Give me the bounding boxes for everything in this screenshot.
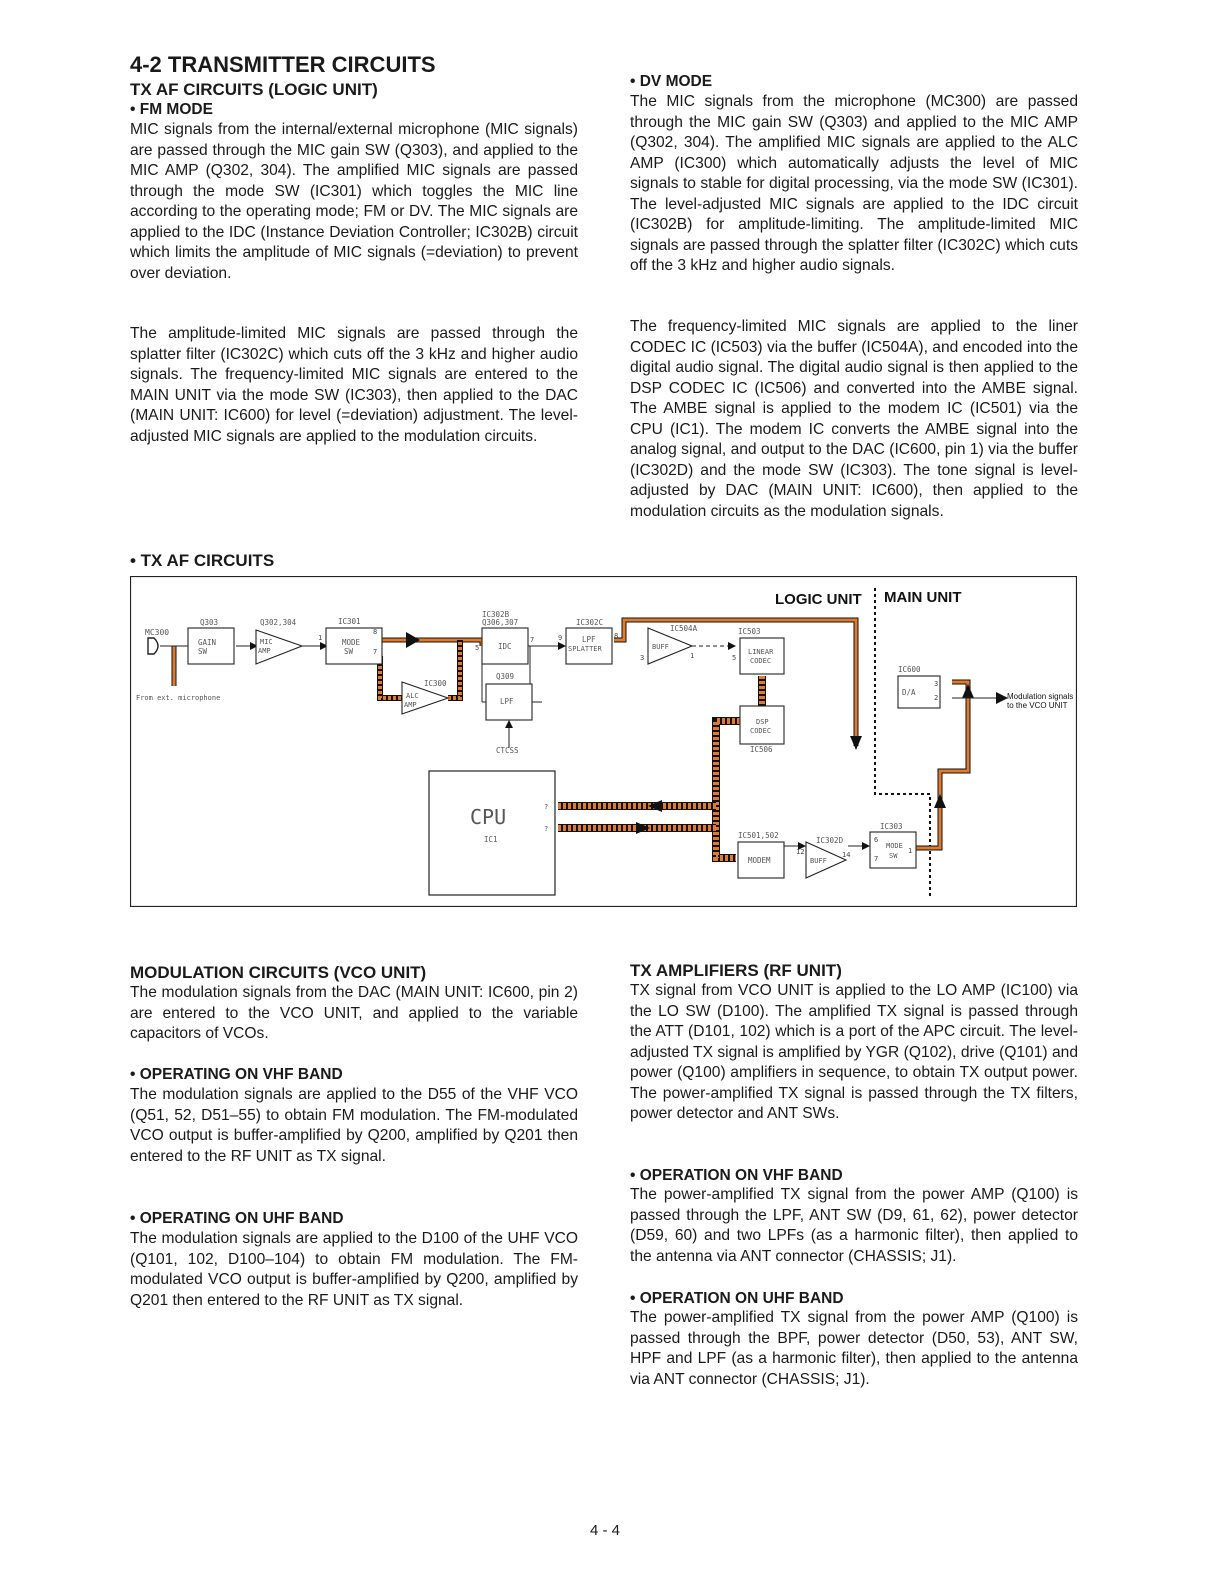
ic302b-label: IC302B	[482, 610, 510, 619]
pin-label: 3	[640, 654, 645, 662]
da-label: D/A	[902, 688, 916, 697]
alc-label: ALC	[406, 692, 419, 700]
dv-mode-heading: • DV MODE	[630, 73, 713, 90]
pin-label: 12	[796, 848, 805, 856]
pin-label: 2	[934, 694, 939, 702]
fm-mode-paragraph-2: The amplitude-limited MIC signals are passed through the splatter filter (IC302C) which cuts off the 3 kHz and higher audio signals. The frequency-limited MIC signals are entered to the MAIN UNIT via the mode SW (IC303), then applied to the DAC (MAIN UNIT: IC600) for level (=deviation) adjustment. The level-adjusted MIC signals are applied to the modulation circuits.	[130, 325, 578, 445]
diagram-heading: • TX AF CIRCUITS	[130, 551, 275, 570]
pin-label: 6	[874, 836, 879, 844]
pin-label: 1	[908, 847, 913, 855]
pin-label: 5	[732, 654, 737, 662]
pin-label: 9	[558, 634, 563, 642]
tx-amp-title: TX AMPLIFIERS (RF UNIT)	[630, 961, 842, 980]
pin-label: ?	[544, 803, 549, 811]
operation-vhf-paragraph: The power-amplified TX signal from the power AMP (Q100) is passed through the LPF, ANT SW (D9, 61, 62), power detector (D59, 60) and two LPFs (as a harmonic filter), then applied to the antenna via ANT connector (CHASSIS; J1).	[630, 1186, 1078, 1265]
operation-uhf-heading: • OPERATION ON UHF BAND	[630, 1290, 844, 1307]
operation-vhf-heading: • OPERATION ON VHF BAND	[630, 1167, 843, 1184]
cpu-label: CPU	[470, 805, 507, 829]
pin-label: 7	[373, 648, 378, 656]
linear-label: LINEAR	[748, 648, 774, 656]
ic600-label: IC600	[898, 665, 921, 674]
buff-label: BUFF	[652, 643, 669, 651]
operating-uhf-paragraph: The modulation signals are applied to the D100 of the UHF VCO (Q101, 102, D100–104) to obtain FM modulation. The FM-modulated VCO output is buffer-amplified by Q200, amplified by Q201 then entered to the RF UNIT as TX signal.	[130, 1230, 578, 1309]
ic302c-label: IC302C	[576, 618, 604, 627]
ctcss-label: CTCSS	[496, 746, 519, 755]
gain-label: GAIN	[198, 638, 217, 647]
pin-label: 14	[842, 851, 851, 859]
gain-sw-label: SW	[198, 647, 208, 656]
operating-vhf-heading: • OPERATING ON VHF BAND	[130, 1066, 343, 1083]
dv-mode-paragraph-2: The frequency-limited MIC signals are applied to the liner CODEC IC (IC503) via the buffer (IC504A), and encoded into the digital audio signal. The digital audio signal is then applied to the DSP CODEC IC (IC506) and converted into the AMBE signal. The AMBE signal is applied to the modem IC (IC501) via the CPU (IC1). The modem IC converts the AMBE signal into the analog signal, and output to the DAC (IC600, pin 1) via the buffer (IC302D) and the mode SW (IC303). The tone signal is level-adjusted by DAC (MAIN UNIT: IC600), then applied to the modulation circuits as the modulation signals.	[630, 318, 1078, 520]
linear-codec-label: CODEC	[750, 657, 772, 665]
pin-label: 1	[318, 634, 323, 642]
logic-unit-label: LOGIC UNIT	[775, 591, 862, 608]
page-number: 4 - 4	[589, 1522, 620, 1539]
ic501-label: IC501,502	[738, 831, 779, 840]
cpu-block	[429, 771, 555, 895]
ic303-label: IC303	[880, 822, 903, 831]
fm-mode-paragraph-1: MIC signals from the internal/external microphone (MIC signals) are passed through the MIC gain SW (Q303), and applied to the MIC AMP (Q302, 304). The amplified MIC signals are passed through the mode SW (IC301) which toggles the MIC line according to the operating mode; FM or DV. The MIC signals are applied to the IDC (Instance Deviation Controller; IC302B) circuit which limits the amplitude of MIC signals (=deviation) to prevent over deviation.	[130, 121, 578, 282]
q303-label: Q303	[200, 618, 219, 627]
pin-label: 1	[690, 652, 695, 660]
q306-label: Q306,307	[482, 618, 519, 627]
pin-label: ?	[544, 825, 549, 833]
mic-label: MIC	[260, 638, 273, 646]
pin-label: 7	[530, 636, 535, 644]
splatter-label: SPLATTER	[568, 645, 602, 653]
ic303-mode-label: MODE	[886, 842, 903, 850]
tx-af-title: TX AF CIRCUITS (LOGIC UNIT)	[130, 80, 378, 99]
fm-mode-heading: • FM MODE	[130, 101, 213, 118]
mod-out-label-2: to the VCO UNIT	[1007, 701, 1068, 710]
operating-vhf-paragraph: The modulation signals are applied to the D55 of the VHF VCO (Q51, 52, D51–55) to obtain FM modulation. The FM-modulated VCO output is buffer-amplified by Q200, amplified by Q201 then entered to the RF UNIT as TX signal.	[130, 1086, 578, 1165]
ic300-label: IC300	[424, 679, 447, 688]
dsp-codec-label: CODEC	[750, 727, 772, 735]
ic301-sw-label: SW	[344, 647, 354, 656]
ic1-label: IC1	[484, 835, 498, 844]
modulation-paragraph: The modulation signals from the DAC (MAIN UNIT: IC600, pin 2) are entered to the VCO UNIT, and applied to the variable capacitors of VCOs.	[130, 984, 578, 1042]
mic-amp-label: AMP	[258, 647, 271, 655]
linear-codec-block	[740, 638, 784, 674]
modem-label: MODEM	[748, 856, 771, 865]
q302-label: Q302,304	[260, 618, 297, 627]
ic301-label: IC301	[338, 617, 361, 626]
q309-label: Q309	[496, 672, 515, 681]
operating-uhf-heading: • OPERATING ON UHF BAND	[130, 1210, 344, 1227]
pin-label: 8	[614, 632, 619, 640]
idc-label: IDC	[498, 642, 512, 651]
tx-af-block-diagram	[130, 576, 1077, 907]
pin-label: 8	[373, 628, 378, 636]
ic503-label: IC503	[738, 627, 761, 636]
pin-label: 3	[934, 680, 939, 688]
main-unit-label: MAIN UNIT	[884, 589, 962, 606]
section-title: 4-2 TRANSMITTER CIRCUITS	[130, 52, 436, 77]
dsp-label: DSP	[756, 718, 769, 726]
operation-uhf-paragraph: The power-amplified TX signal from the power AMP (Q100) is passed through the BPF, power detector (D50, 53), ANT SW, HPF and LPF (as a harmonic filter), then applied to the antenna via ANT connector (CHASSIS; J1).	[630, 1309, 1078, 1388]
ic302d-label: IC302D	[816, 836, 844, 845]
from-ext-label: From ext. microphone	[136, 694, 221, 702]
tx-amp-paragraph: TX signal from VCO UNIT is applied to the LO AMP (IC100) via the LO SW (D100). The amplified TX signal is passed through the ATT (D101, 102) which is a port of the APC circuit. The level-adjusted TX signal is amplified by YGR (Q102), drive (Q101) and power (Q100) amplifiers in sequence, to obtain TX output power. The power-amplified TX signal is passed through the TX filters, power detector and ANT SWs.	[630, 982, 1078, 1122]
ic504a-label: IC504A	[670, 624, 698, 633]
mod-out-label-1: Modulation signals	[1007, 692, 1074, 701]
ic303-sw-label: SW	[889, 852, 898, 860]
ic301-mode-label: MODE	[342, 638, 361, 647]
pin-label: 7	[874, 855, 879, 863]
dv-mode-paragraph-1: The MIC signals from the microphone (MC300) are passed through the MIC gain SW (Q303) and applied to the MIC AMP (Q302, 304). The amplified MIC signals are applied to the ALC AMP (IC300) which automatically adjusts the level of MIC signals to stable for digital processing, via the mode SW (IC301). The level-adjusted MIC signals are applied to the IDC circuit (IC302B) for amplitude-limiting. The amplitude-limited MIC signals are passed through the splatter filter (IC302C) which cuts off the 3 kHz and higher audio signals.	[630, 93, 1078, 274]
mc300-label: MC300	[145, 628, 170, 637]
splatter-lpf-label: LPF	[582, 635, 596, 644]
ic506-label: IC506	[750, 745, 773, 754]
pin-label: 5	[475, 644, 480, 652]
lpf-q309-label: LPF	[500, 697, 514, 706]
buff-ic302d-label: BUFF	[810, 857, 827, 865]
modulation-title: MODULATION CIRCUITS (VCO UNIT)	[130, 963, 427, 982]
alc-amp-label: AMP	[404, 701, 417, 709]
